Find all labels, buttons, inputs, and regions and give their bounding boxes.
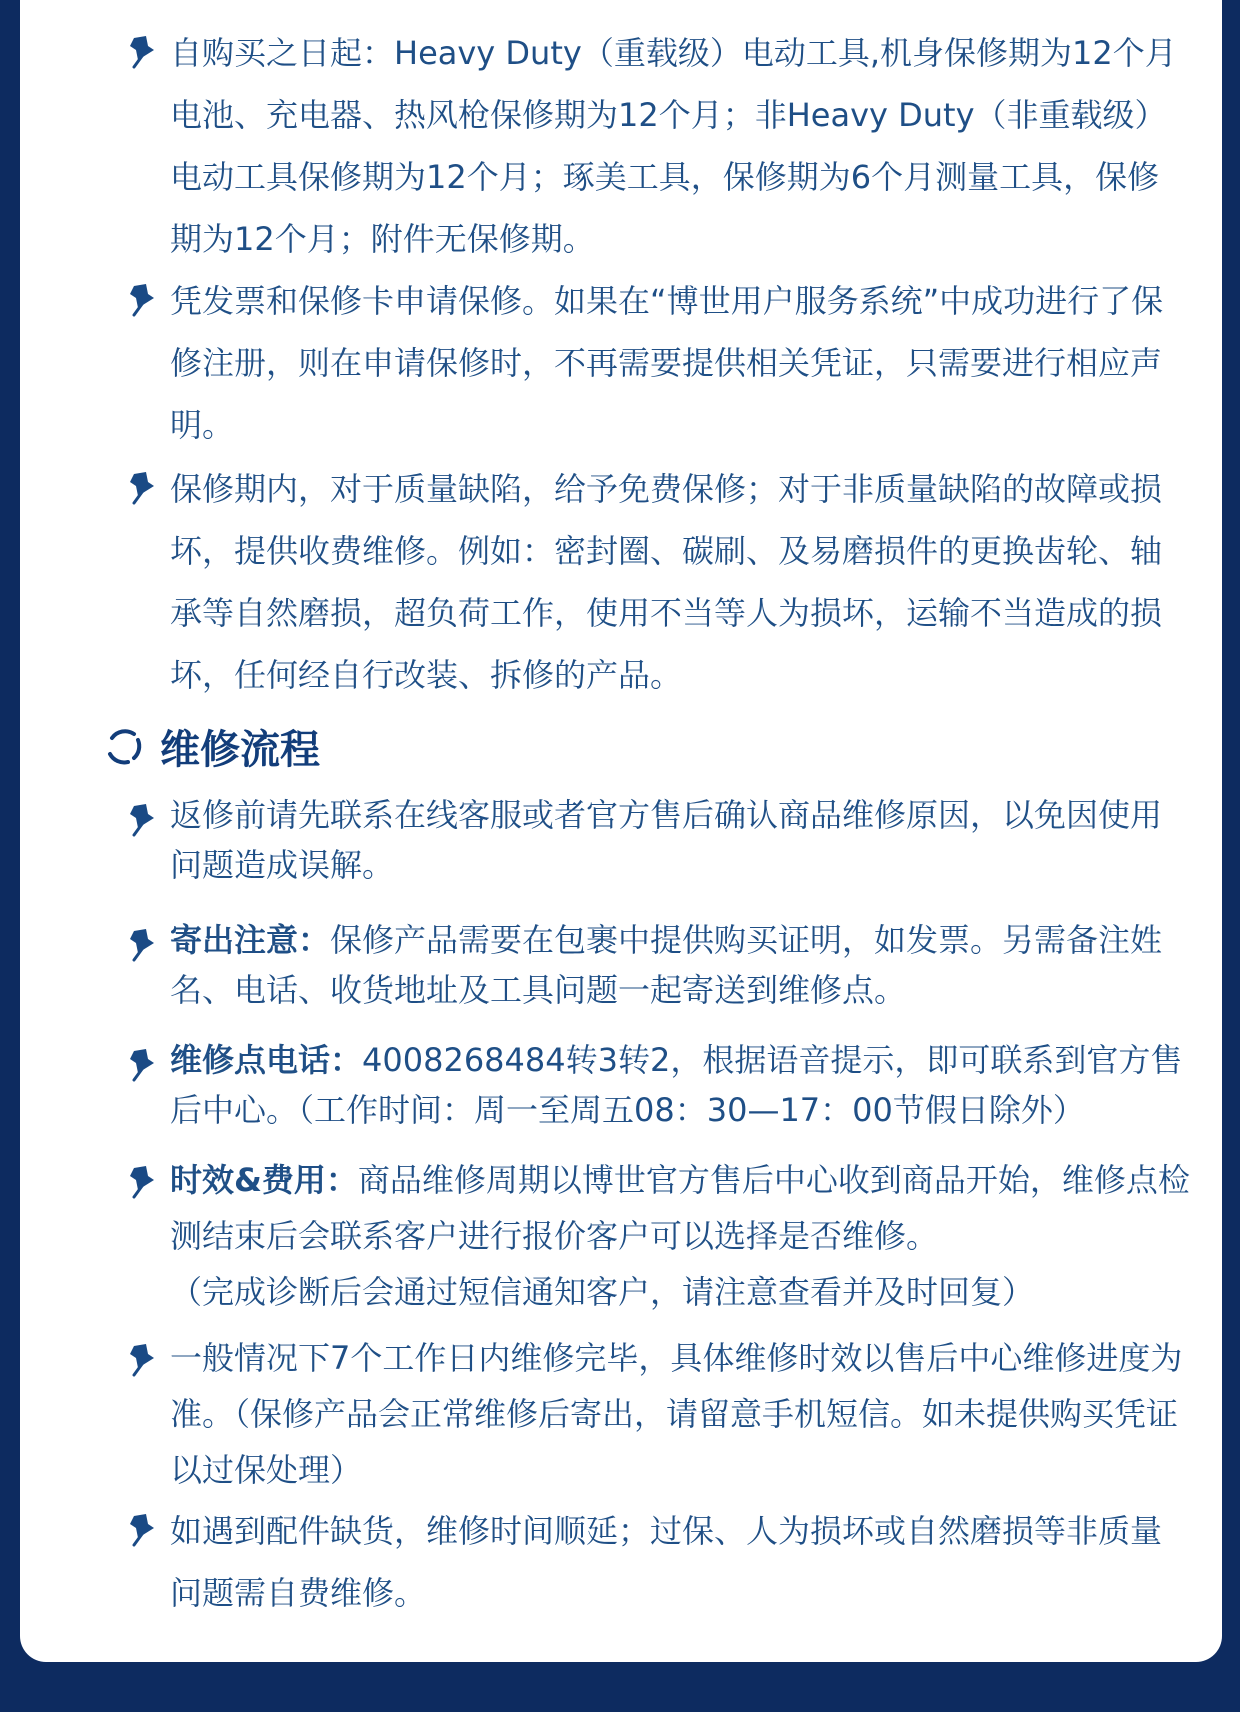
repair-item-3 xyxy=(170,1035,1190,1135)
repair-item-5 xyxy=(170,1330,1190,1498)
repair-item-label: 时效&费用： xyxy=(170,1161,358,1199)
repair-item-text xyxy=(170,790,1190,890)
repair-item-body: 返修前请先联系在线客服或者官方售后确认商品维修原因，以免因使用问题造成误解。 xyxy=(170,796,1163,884)
warranty-item-3 xyxy=(170,458,1190,706)
repair-item-2 xyxy=(170,915,1190,1015)
section-title: 维修流程 xyxy=(160,726,320,773)
pushpin-icon xyxy=(126,280,160,318)
pushpin-icon xyxy=(126,32,160,70)
repair-item-4 xyxy=(170,1152,1190,1320)
repair-item-1 xyxy=(170,790,1190,890)
repair-item-body: 4008268484转3转2，根据语音提示，即可联系到官方售后中心。（工作时间：周一至周五08：30—17：00节假日除外） xyxy=(170,1041,1183,1129)
repair-item-body: 如遇到配件缺货，维修时间顺延；过保、人为损坏或自然磨损等非质量问题需自费维修。 xyxy=(170,1512,1163,1612)
pushpin-icon xyxy=(126,1340,160,1378)
warranty-item-text: 自购买之日起：Heavy Duty（重载级）电动工具,机身保修期为12个月电池、充电器、热风枪保修期为12个月；非Heavy Duty（非重载级）电动工具保修期为12个月；琢美工具，保修期为6个月测量工具，保修期为12个月；附件无保修期。 xyxy=(170,34,1177,258)
repair-item-label: 寄出注意： xyxy=(170,921,331,959)
bottom-bar xyxy=(0,1662,1240,1712)
warranty-item-text: 凭发票和保修卡申请保修。如果在“博世用户服务系统”中成功进行了保修注册，则在申请保修时，不再需要提供相关凭证，只需要进行相应声明。 xyxy=(170,282,1164,444)
warranty-item-1 xyxy=(170,22,1190,270)
repair-item-text xyxy=(170,1152,1190,1264)
repair-item-note: （完成诊断后会通过短信通知客户，请注意查看并及时回复） xyxy=(170,1273,1035,1311)
repair-item-label: 维修点电话： xyxy=(170,1041,363,1079)
pushpin-icon xyxy=(126,1510,160,1548)
repair-item-text xyxy=(170,1500,1190,1624)
repair-item-body: 一般情况下7个工作日内维修完毕，具体维修时效以售后中心维修进度为准。（保修产品会正常维修后寄出，请留意手机短信。如未提供购买凭证以过保处理） xyxy=(170,1339,1183,1489)
warranty-item-2 xyxy=(170,270,1190,456)
warranty-item-text: 保修期内，对于质量缺陷，给予免费保修；对于非质量缺陷的故障或损坏，提供收费维修。例如：密封圈、碳刷、及易磨损件的更换齿轮、轴承等自然磨损，超负荷工作，使用不当等人为损坏，运输不当造成的损坏，任何经自行改装、拆修的产品。 xyxy=(170,470,1163,694)
repair-process-heading xyxy=(104,716,320,776)
circle-arrows-icon xyxy=(104,726,144,766)
repair-item-text xyxy=(170,1330,1190,1498)
repair-item-6 xyxy=(170,1500,1190,1624)
repair-item-text xyxy=(170,915,1190,1015)
pushpin-icon xyxy=(126,1162,160,1200)
pushpin-icon xyxy=(126,800,160,838)
repair-item-text xyxy=(170,1035,1190,1135)
repair-item-body: 保修产品需要在包裹中提供购买证明，如发票。另需备注姓名、电话、收货地址及工具问题一起寄送到维修点。 xyxy=(170,921,1163,1009)
repair-item-body: 商品维修周期以博世官方售后中心收到商品开始，维修点检测结束后会联系客户进行报价客户可以选择是否维修。 xyxy=(170,1161,1190,1255)
pushpin-icon xyxy=(126,468,160,506)
pushpin-icon xyxy=(126,1045,160,1083)
pushpin-icon xyxy=(126,925,160,963)
